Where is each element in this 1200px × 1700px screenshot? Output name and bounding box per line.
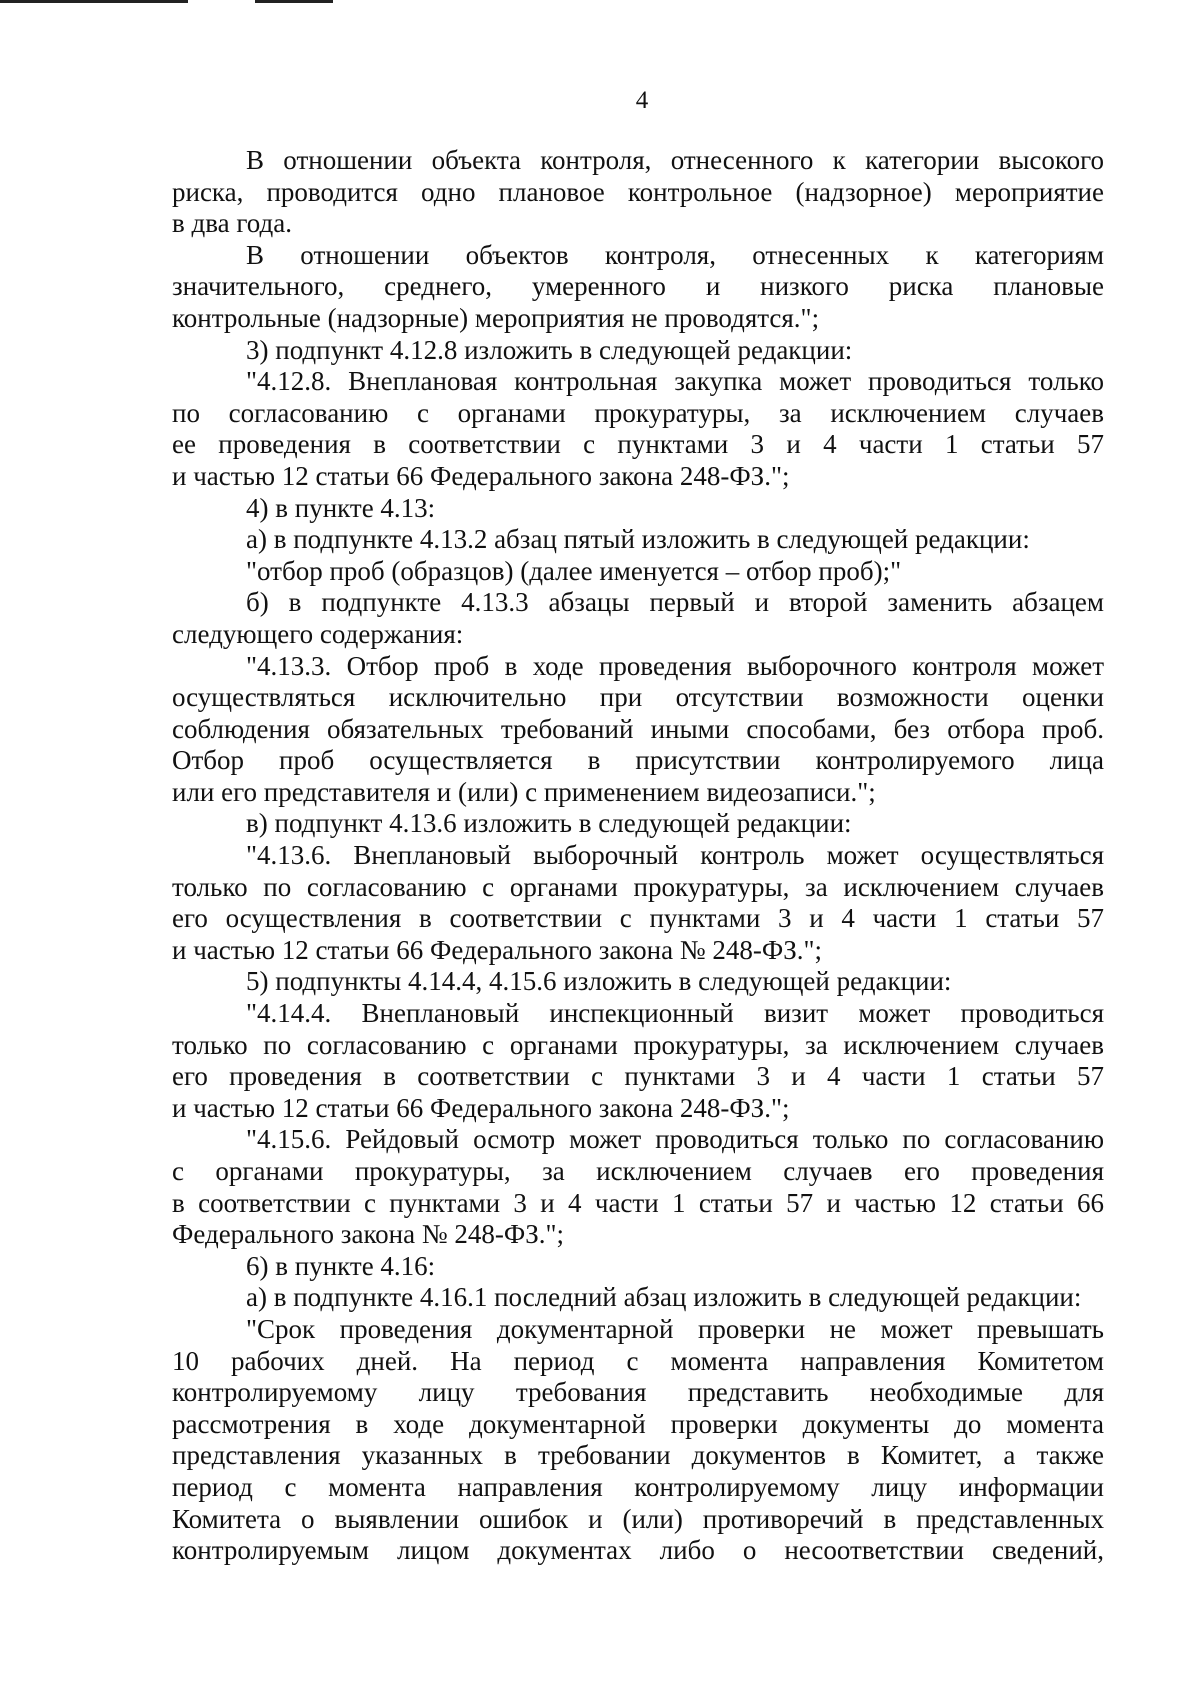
page-number: 4: [635, 87, 649, 114]
scan-edge-mark: [255, 0, 333, 3]
text-line: или его представителя и (или) с применением видеозаписи.";: [172, 776, 876, 807]
text-line: и частью 12 статьи 66 Федерального закона № 248-ФЗ.";: [172, 934, 822, 965]
text-line: представления указанных в требовании документов в Комитет, а также: [172, 1440, 1104, 1471]
text-line: с органами прокуратуры, за исключением случаев его проведения: [172, 1156, 1104, 1186]
text-line: 10 рабочих дней. На период с момента направления Комитетом: [172, 1345, 1104, 1376]
text-line: и частью 12 статьи 66 Федерального закона 248-ФЗ.";: [172, 460, 790, 491]
text-line: в соответствии с пунктами 3 и 4 части 1 статьи 57 и частью 12 статьи 66: [172, 1187, 1104, 1218]
text-line: и частью 12 статьи 66 Федерального закона 248-ФЗ.";: [172, 1092, 790, 1123]
text-line: следующего содержания:: [172, 618, 464, 649]
text-line: "4.13.3. Отбор проб в ходе проведения выборочного контроля может: [246, 650, 1104, 681]
text-line: В отношении объекта контроля, отнесенного к категории высокого: [246, 145, 1104, 175]
text-line: риска, проводится одно плановое контрольное (надзорное) мероприятие: [172, 176, 1104, 207]
scan-edge-mark: [0, 0, 188, 3]
text-line: по согласованию с органами прокуратуры, за исключением случаев: [172, 397, 1104, 428]
text-line: осуществляться исключительно при отсутствии возможности оценки: [172, 682, 1104, 713]
text-line: Комитета о выявлении ошибок и (или) противоречий в представленных: [172, 1503, 1104, 1534]
text-line: 6) в пункте 4.16:: [246, 1250, 436, 1281]
text-line: значительного, среднего, умеренного и низкого риска плановые: [172, 271, 1104, 302]
text-line: "4.13.6. Внеплановый выборочный контроль может осуществляться: [246, 840, 1104, 871]
text-line: "отбор проб (образцов) (далее именуется – отбор проб);": [246, 555, 902, 586]
text-line: соблюдения обязательных требований иными способами, без отбора проб.: [172, 713, 1104, 744]
text-line: 5) подпункты 4.14.4, 4.15.6 изложить в следующей редакции:: [246, 966, 952, 997]
text-line: Отбор проб осуществляется в присутствии контролируемого лица: [172, 745, 1104, 776]
text-line: б) в подпункте 4.13.3 абзацы первый и второй заменить абзацем: [246, 587, 1104, 618]
text-line: рассмотрения в ходе документарной проверки документы до момента: [172, 1408, 1104, 1439]
text-line: ее проведения в соответствии с пунктами 3 и 4 части 1 статьи 57: [172, 429, 1104, 460]
text-line: в два года.: [172, 208, 292, 239]
text-line: 3) подпункт 4.12.8 изложить в следующей редакции:: [246, 334, 853, 365]
text-line: в) подпункт 4.13.6 изложить в следующей редакции:: [246, 808, 852, 839]
text-line: а) в подпункте 4.16.1 последний абзац изложить в следующей редакции:: [246, 1282, 1082, 1313]
text-line: 4) в пункте 4.13:: [246, 492, 436, 523]
text-line: период с момента направления контролируемому лицу информации: [172, 1471, 1104, 1502]
text-line: его проведения в соответствии с пунктами 3 и 4 части 1 статьи 57: [172, 1061, 1104, 1092]
text-line: "4.12.8. Внеплановая контрольная закупка может проводиться только: [246, 366, 1104, 397]
text-line: контролируемым лицом документах либо о несоответствии сведений,: [172, 1535, 1104, 1566]
text-line: контролируемому лицу требования представить необходимые для: [172, 1377, 1104, 1408]
text-line: только по согласованию с органами прокуратуры, за исключением случаев: [172, 1029, 1104, 1060]
text-line: Федерального закона № 248-ФЗ.";: [172, 1219, 565, 1250]
text-line: только по согласованию с органами прокуратуры, за исключением случаев: [172, 871, 1104, 902]
text-line: его осуществления в соответствии с пунктами 3 и 4 части 1 статьи 57: [172, 903, 1104, 934]
text-line: "4.14.4. Внеплановый инспекционный визит может проводиться: [246, 998, 1104, 1029]
text-line: а) в подпункте 4.13.2 абзац пятый изложить в следующей редакции:: [246, 524, 1030, 555]
text-line: "Срок проведения документарной проверки не может превышать: [246, 1313, 1104, 1344]
text-line: В отношении объектов контроля, отнесенных к категориям: [246, 239, 1104, 270]
document-body: [172, 145, 1104, 1567]
text-line: "4.15.6. Рейдовый осмотр может проводиться только по согласованию: [246, 1124, 1104, 1155]
text-line: контрольные (надзорные) мероприятия не проводятся.";: [172, 302, 820, 333]
